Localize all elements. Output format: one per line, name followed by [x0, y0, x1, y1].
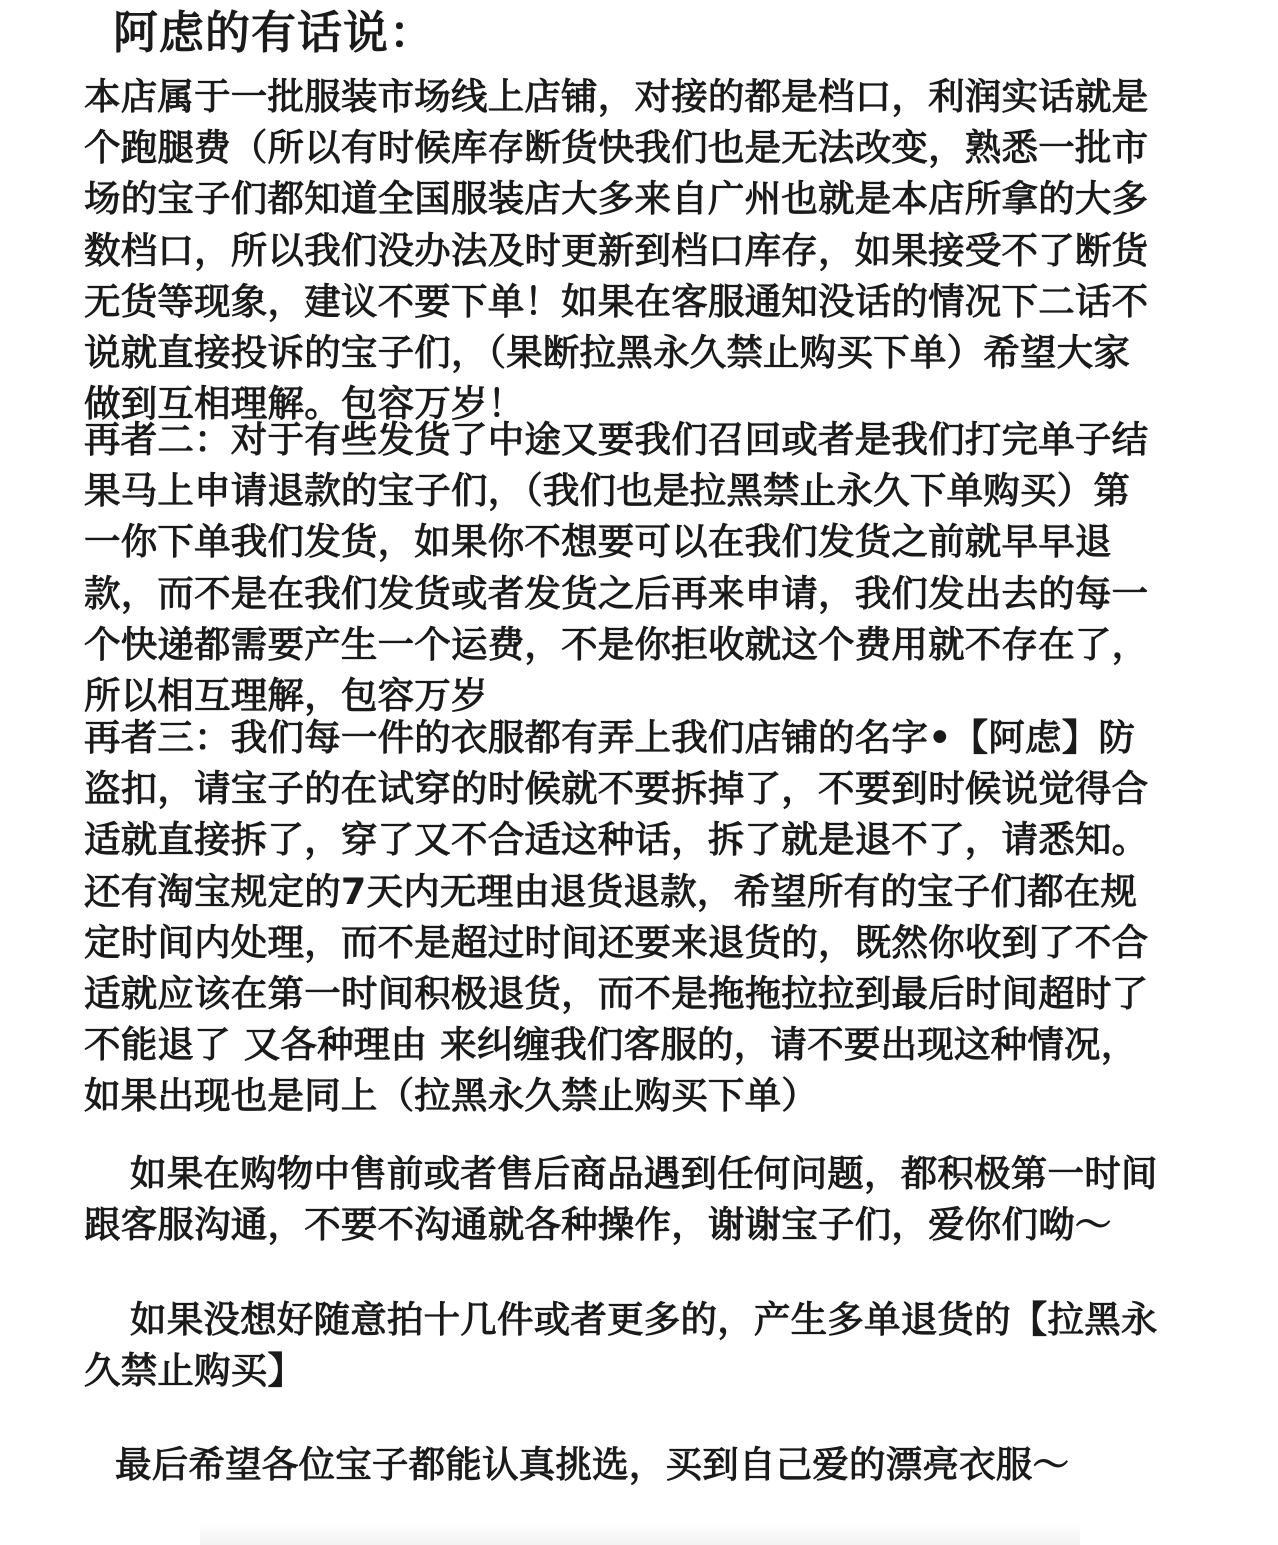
text-line: 说就直接投诉的宝子们，（果断拉黑永久禁止购买下单）希望大家 — [84, 330, 1131, 374]
text-line: 适就直接拆了，穿了又不合适这种话，拆了就是退不了，请悉知。 — [84, 818, 1149, 862]
text-line: 不能退了 又各种理由 来纠缠我们客服的，请不要出现这种情况， — [84, 1023, 1138, 1067]
text-line: 本店属于一批服装市场线上店铺，对接的都是档口，利润实话就是 — [84, 75, 1149, 118]
text-line: 盗扣，请宝子的在试穿的时候就不要拆掉了，不要到时候说觉得合 — [84, 767, 1149, 811]
text-line: 还有淘宝规定的7天内无理由退货退款，希望所有的宝子们都在规 — [84, 869, 1138, 913]
page-title: 阿虑的有话说： — [113, 6, 436, 59]
text-line: 定时间内处理，而不是超过时间还要来退货的，既然你收到了不合 — [84, 920, 1149, 964]
notice-section-closing — [84, 1439, 1194, 1490]
notice-section-refund-policy — [84, 414, 1194, 721]
bottom-shadow-decoration — [200, 1522, 1080, 1545]
notice-section-bulk-order — [84, 1294, 1194, 1396]
text-line: 果马上申请退款的宝子们，（我们也是拉黑禁止永久下单购买）第 — [84, 469, 1131, 513]
notice-section-anti-theft-tag — [84, 712, 1194, 1122]
text-line: 个快递都需要产生一个运费，不是你拒收就这个费用就不存在了， — [84, 622, 1149, 666]
text-line: 个跑腿费（所以有时候库存断货快我们也是无法改变，熟悉一批市 — [84, 126, 1149, 170]
text-line: 再者二：对于有些发货了中途又要我们召回或者是我们打完单子结 — [84, 418, 1149, 461]
text-line: 如果没想好随意拍十几件或者更多的，产生多单退货的【拉黑永 — [130, 1298, 1158, 1341]
notice-section-contact-service — [84, 1148, 1194, 1250]
text-line: 一你下单我们发货，如果你不想要可以在我们发货之前就早早退 — [84, 520, 1112, 564]
text-line: 如果在购物中售前或者售后商品遇到任何问题，都积极第一时间 — [130, 1152, 1158, 1195]
text-line: 所以相互理解，包容万岁 — [84, 673, 488, 717]
text-line: 跟客服沟通，不要不沟通就各种操作，谢谢宝子们，爱你们呦～ — [84, 1203, 1112, 1247]
notice-section-store-info — [84, 71, 1194, 429]
text-line: 再者三：我们每一件的衣服都有弄上我们店铺的名字•【阿虑】防 — [84, 716, 1136, 759]
text-line: 如果出现也是同上（拉黑永久禁止购买下单） — [84, 1074, 818, 1118]
text-line: 数档口，所以我们没办法及时更新到档口库存，如果接受不了断货 — [84, 228, 1149, 272]
text-line: 场的宝子们都知道全国服装店大多来自广州也就是本店所拿的大多 — [84, 177, 1149, 221]
text-line: 款，而不是在我们发货或者发货之后再来申请，我们发出去的每一 — [84, 571, 1149, 615]
text-line: 无货等现象，建议不要下单！如果在客服通知没话的情况下二话不 — [84, 279, 1149, 323]
text-line: 适就应该在第一时间积极退货，而不是拖拖拉拉到最后时间超时了 — [84, 971, 1149, 1015]
text-line: 最后希望各位宝子都能认真挑选，买到自己爱的漂亮衣服～ — [115, 1443, 1070, 1486]
text-line: 久禁止购买】 — [84, 1349, 305, 1393]
text-line: 做到互相理解。包容万岁！ — [84, 382, 525, 426]
